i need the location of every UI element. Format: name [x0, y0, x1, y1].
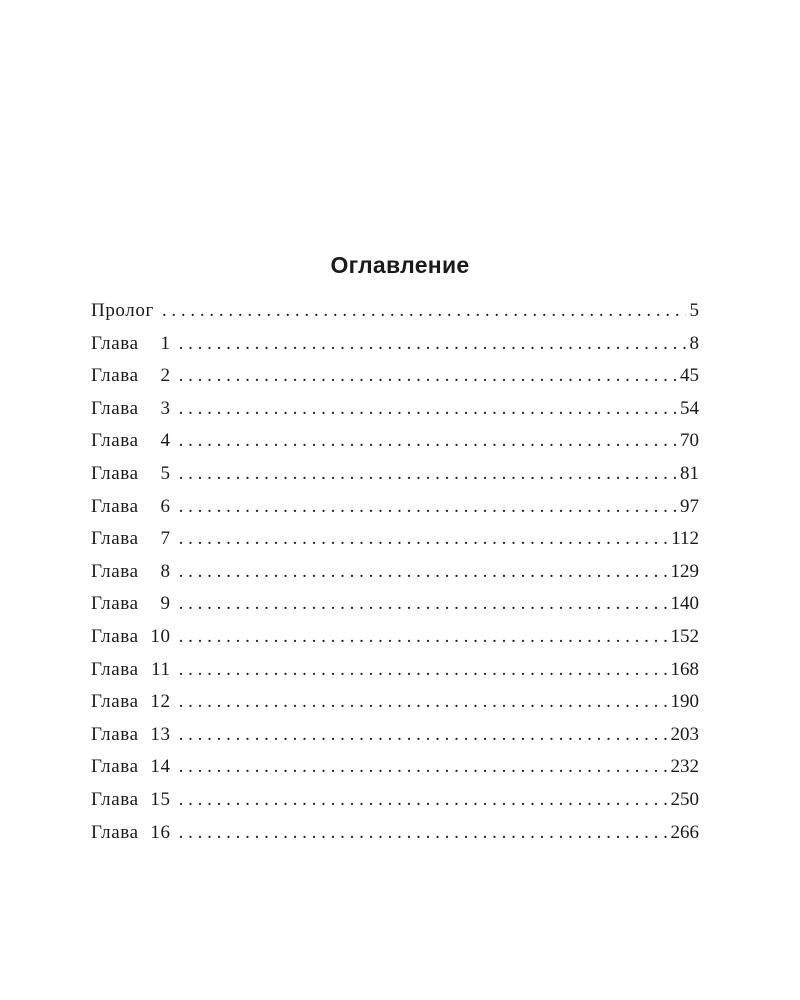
- dot-leader: [179, 751, 667, 784]
- toc-entry-label: [91, 817, 171, 850]
- dot-leader: [179, 588, 667, 621]
- toc-entry-number: 16: [150, 821, 171, 843]
- toc-entry-number: 8: [160, 560, 171, 582]
- toc-entry[interactable]: [91, 425, 699, 458]
- toc-entry-label: [91, 393, 171, 426]
- toc-entry-page-number: 168: [670, 658, 699, 680]
- dot-leader: [179, 328, 686, 361]
- toc-entry-number: 5: [160, 462, 171, 484]
- toc-entry-label: [91, 295, 154, 328]
- toc-entry[interactable]: [91, 393, 699, 426]
- dot-leader: [179, 621, 667, 654]
- toc-entry-page-number: 152: [670, 625, 699, 647]
- toc-entry-title: Глава: [91, 658, 139, 680]
- toc-entry[interactable]: [91, 654, 699, 687]
- dot-leader: [179, 491, 676, 524]
- page-title: Оглавление: [330, 252, 470, 278]
- toc-entry-title: Глава: [91, 723, 139, 745]
- toc-entry[interactable]: [91, 751, 699, 784]
- toc-entry[interactable]: [91, 817, 699, 850]
- toc-entry-label: [91, 621, 171, 654]
- toc-entry-title: Глава: [91, 528, 139, 550]
- toc-entry-number: 4: [160, 430, 171, 452]
- dot-leader: [179, 784, 667, 817]
- toc-entry[interactable]: [91, 556, 699, 589]
- dot-leader: [179, 719, 667, 752]
- toc-entry-title: Глава: [91, 625, 139, 647]
- toc-entry-page-number: 5: [689, 300, 699, 321]
- toc-entry-label: [91, 588, 171, 621]
- toc-entry-label: [91, 686, 171, 719]
- dot-leader: [179, 360, 676, 393]
- toc-entry-number: 13: [150, 723, 171, 745]
- toc-entry[interactable]: [91, 295, 699, 328]
- toc-entry-label: [91, 523, 171, 556]
- toc-entry[interactable]: [91, 686, 699, 719]
- dot-leader: [179, 556, 667, 589]
- toc-entry-label: [91, 425, 171, 458]
- toc-entry-number: 14: [150, 756, 171, 778]
- dot-leader: [179, 654, 667, 687]
- toc-entry-title: Глава: [91, 788, 139, 810]
- toc-entry[interactable]: [91, 588, 699, 621]
- toc-entry-title: Глава: [91, 560, 139, 582]
- toc-entry-title: Глава: [91, 397, 139, 419]
- toc-entry-number: 15: [150, 788, 171, 810]
- toc-entry-title: Глава: [91, 430, 139, 452]
- toc-entry-page-number: 97: [680, 495, 699, 517]
- toc-entry[interactable]: [91, 360, 699, 393]
- dot-leader: [179, 425, 676, 458]
- toc-entry-number: 3: [160, 397, 171, 419]
- toc-entry-number: 1: [160, 332, 171, 354]
- toc-entry-number: 2: [160, 365, 171, 387]
- toc-entry-page-number: 140: [670, 593, 699, 615]
- toc-entry-page-number: 190: [670, 691, 699, 713]
- toc-entry-label: [91, 458, 171, 491]
- toc-entry-title: Глава: [91, 495, 139, 517]
- toc-entry-number: 6: [160, 495, 171, 517]
- toc-entry-number: 12: [150, 691, 171, 713]
- toc-entry-page-number: 232: [670, 756, 699, 778]
- toc-entry-number: 11: [151, 658, 171, 680]
- dot-leader: [179, 817, 667, 850]
- dot-leader: [162, 295, 686, 328]
- toc-entry-label: [91, 751, 171, 784]
- toc-entry-page-number: 203: [670, 723, 699, 745]
- toc-entry-page-number: 54: [680, 397, 699, 419]
- toc-entry[interactable]: [91, 458, 699, 491]
- toc-entry-title: Глава: [91, 462, 139, 484]
- toc-entry-title: Глава: [91, 332, 139, 354]
- toc-entry-page-number: 8: [689, 332, 699, 354]
- toc-entry-number: 9: [160, 593, 171, 615]
- toc-entry-title: Пролог: [91, 300, 154, 321]
- dot-leader: [179, 523, 668, 556]
- dot-leader: [179, 458, 676, 491]
- toc-entry[interactable]: [91, 523, 699, 556]
- toc-entry-label: [91, 556, 171, 589]
- toc-entry[interactable]: [91, 328, 699, 361]
- toc-entry-title: Глава: [91, 593, 139, 615]
- toc-entry[interactable]: [91, 491, 699, 524]
- table-of-contents: [91, 295, 699, 849]
- toc-entry[interactable]: [91, 719, 699, 752]
- toc-entry-page-number: 129: [670, 560, 699, 582]
- toc-entry-title: Глава: [91, 821, 139, 843]
- toc-entry-page-number: 81: [680, 462, 699, 484]
- toc-entry-label: [91, 360, 171, 393]
- toc-entry-page-number: 250: [670, 788, 699, 810]
- toc-entry[interactable]: [91, 784, 699, 817]
- toc-entry-page-number: 45: [680, 365, 699, 387]
- toc-entry-label: [91, 328, 171, 361]
- dot-leader: [179, 393, 676, 426]
- toc-entry-label: [91, 719, 171, 752]
- toc-entry-title: Глава: [91, 365, 139, 387]
- toc-entry-number: 7: [160, 528, 171, 550]
- toc-entry-page-number: 112: [671, 528, 699, 550]
- dot-leader: [179, 686, 667, 719]
- toc-entry-label: [91, 654, 171, 687]
- toc-entry-number: 10: [150, 625, 171, 647]
- toc-entry-title: Глава: [91, 756, 139, 778]
- toc-entry[interactable]: [91, 621, 699, 654]
- toc-entry-page-number: 266: [670, 821, 699, 843]
- toc-entry-label: [91, 784, 171, 817]
- toc-entry-title: Глава: [91, 691, 139, 713]
- toc-entry-page-number: 70: [680, 430, 699, 452]
- toc-entry-label: [91, 491, 171, 524]
